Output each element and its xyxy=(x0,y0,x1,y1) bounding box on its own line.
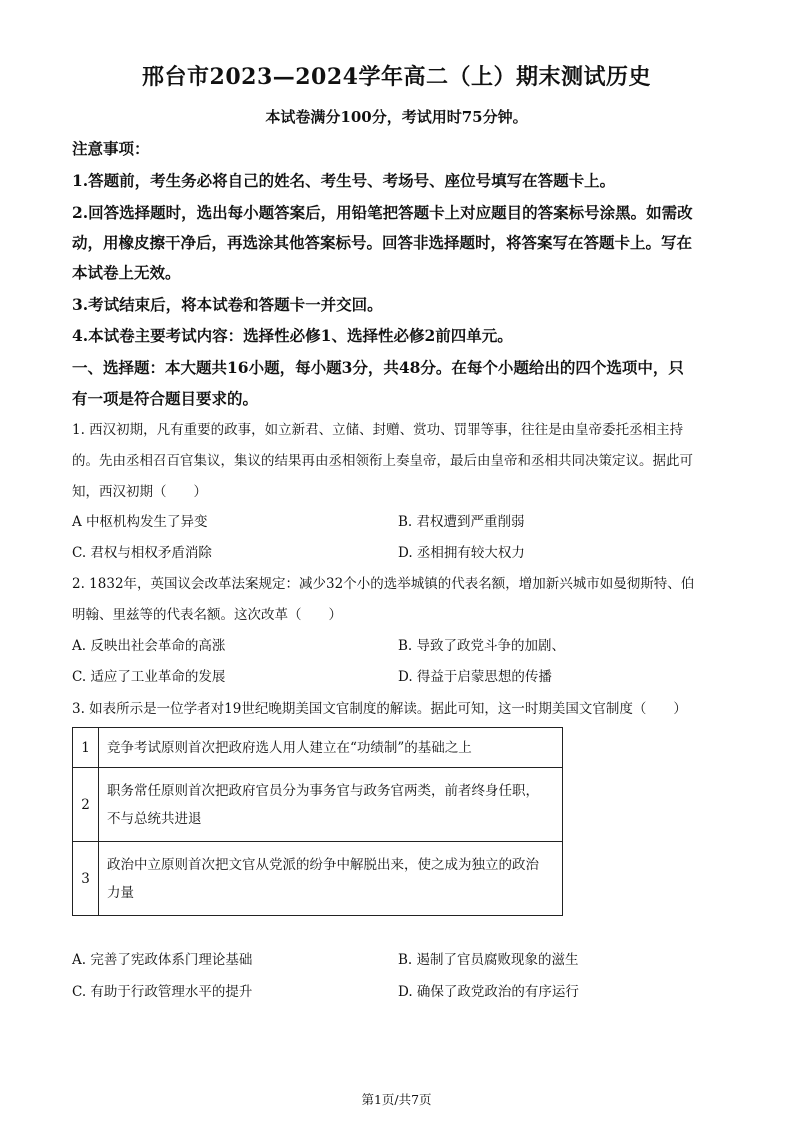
exam-title: 邢台市2023—2024学年高二（上）期末测试历史 xyxy=(142,64,651,90)
page-number: 第1页/共7页 xyxy=(361,1092,432,1107)
table-row xyxy=(73,768,563,842)
section-heading-line-2: 有一项是符合题目要求的。 xyxy=(72,389,259,408)
q1-stem-line-2: 的。先由丞相召百官集议，集议的结果再由丞相领衔上奏皇帝，最后由皇帝和丞相共同决策定议。据此可 xyxy=(72,453,693,469)
table-cell-number: 2 xyxy=(73,768,99,842)
notice-item-2-line-3: 本试卷上无效。 xyxy=(72,263,181,282)
q1-stem-line-3: 知，西汉初期（ ） xyxy=(72,484,207,500)
q2-stem-line-1: 2. 1832年，英国议会改革法案规定：减少32个小的选举城镇的代表名额，增加新兴城市如曼彻斯特、伯 xyxy=(72,576,695,592)
notice-item-3: 3.考试结束后，将本试卷和答题卡一并交回。 xyxy=(72,295,383,314)
exam-subtitle: 本试卷满分100分，考试用时75分钟。 xyxy=(265,108,528,126)
q3-table xyxy=(72,727,563,916)
q3-option-a: A. 完善了宪政体系门理论基础 xyxy=(72,952,253,968)
section-heading-line-1: 一、选择题：本大题共16小题，每小题3分，共48分。在每个小题给出的四个选项中，只 xyxy=(72,358,684,377)
q3-option-c: C. 有助于行政管理水平的提升 xyxy=(72,984,253,1000)
q1-option-d: D. 丞相拥有较大权力 xyxy=(398,545,525,561)
table-cell-line: 不与总统共进退 xyxy=(107,810,202,827)
table-cell-line: 政治中立原则首次把文官从党派的纷争中解脱出来，使之成为独立的政治 xyxy=(107,856,539,873)
table-cell-text xyxy=(99,768,563,842)
q3-stem-line-1: 3. 如表所示是一位学者对19世纪晚期美国文官制度的解读。据此可知，这一时期美国文官制度（ ） xyxy=(72,701,687,717)
q3-option-b: B. 遏制了官员腐败现象的滋生 xyxy=(398,952,579,968)
table-cell-line: 职务常任原则首次把政府官员分为事务官与政务官两类，前者终身任职， xyxy=(107,782,539,799)
table-cell-text xyxy=(99,728,563,768)
table-row xyxy=(73,728,563,768)
notice-heading: 注意事项： xyxy=(72,139,150,158)
q2-option-d: D. 得益于启蒙思想的传播 xyxy=(398,669,552,685)
table-cell-line: 竞争考试原则首次把政府选人用人建立在“功绩制”的基础之上 xyxy=(107,739,472,756)
table-row xyxy=(73,842,563,916)
q2-option-a: A. 反映出社会革命的高涨 xyxy=(72,638,226,654)
table-cell-text xyxy=(99,842,563,916)
notice-item-2-line-1: 2.回答选择题时，选出每小题答案后，用铅笔把答题卡上对应题目的答案标号涂黑。如需改 xyxy=(72,203,693,222)
q1-option-b: B. 君权遭到严重削弱 xyxy=(398,514,525,530)
table-cell-number: 3 xyxy=(73,842,99,916)
q3-option-d: D. 确保了政党政治的有序运行 xyxy=(398,984,579,1000)
q2-option-b: B. 导致了政党斗争的加剧、 xyxy=(398,638,566,654)
q1-option-a: A 中枢机构发生了异变 xyxy=(72,514,208,530)
notice-item-4: 4.本试卷主要考试内容：选择性必修1、选择性必修2前四单元。 xyxy=(72,326,513,345)
q2-option-c: C. 适应了工业革命的发展 xyxy=(72,669,226,685)
q2-stem-line-2: 明翰、里兹等的代表名额。这次改革（ ） xyxy=(72,607,342,623)
table-cell-line: 力量 xyxy=(107,884,134,901)
q1-stem-line-1: 1. 西汉初期，凡有重要的政事，如立新君、立储、封赠、赏功、罚罪等事，往往是由皇帝委托丞相主持 xyxy=(72,422,684,438)
notice-item-1: 1.答题前，考生务必将自己的姓名、考生号、考场号、座位号填写在答题卡上。 xyxy=(72,171,616,190)
table-cell-number: 1 xyxy=(73,728,99,768)
notice-item-2-line-2: 动，用橡皮擦干净后，再选涂其他答案标号。回答非选择题时，将答案写在答题卡上。写在 xyxy=(72,233,693,252)
q1-option-c: C. 君权与相权矛盾消除 xyxy=(72,545,212,561)
